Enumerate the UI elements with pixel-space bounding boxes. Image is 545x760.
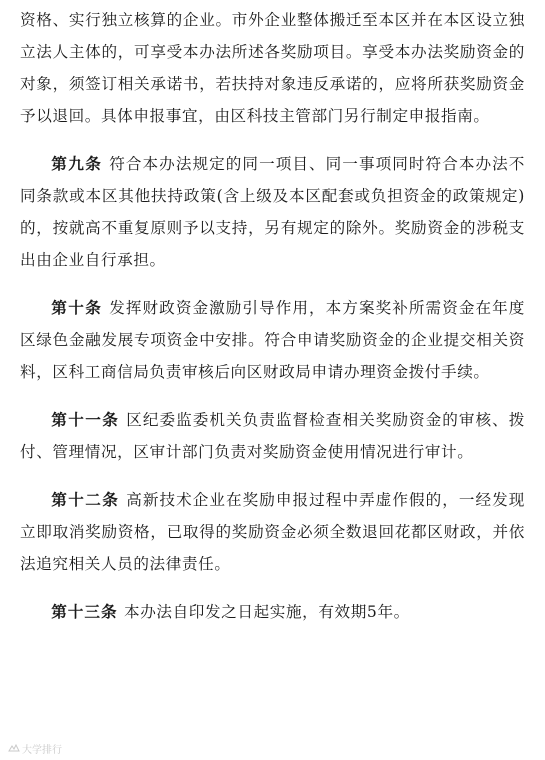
article-12-number: 第十二条 [51, 491, 120, 509]
article-13-text: 本办法自印发之日起实施，有效期5年。 [124, 603, 410, 621]
article-10-number: 第十条 [51, 299, 103, 317]
article-11-number: 第十一条 [51, 411, 120, 429]
article-12-text: 高新技术企业在奖励申报过程中弄虚作假的，一经发现立即取消奖励资格，已取得的奖励资金必须全数退回花都区财政，并依法追究相关人员的法律责任。 [20, 491, 525, 573]
article-11-text: 区纪委监委机关负责监督检查相关奖励资金的审核、拨付、管理情况，区审计部门负责对奖励资金使用情况进行审计。 [20, 411, 525, 461]
article-11 [20, 404, 525, 468]
article-10 [20, 292, 525, 388]
article-9-text: 符合本办法规定的同一项目、同一事项同时符合本办法不同条款或本区其他扶持政策(含上级及本区配套或负担资金的政策规定)的，按就高不重复原则予以支持，另有规定的除外。奖励资金的涉税支出由企业自行承担。 [20, 155, 525, 269]
article-10-text: 发挥财政资金激励引导作用，本方案奖补所需资金在年度区绿色金融发展专项资金中安排。符合申请奖励资金的企业提交相关资料，区科工商信局负责审核后向区财政局申请办理资金拨付手续。 [20, 299, 525, 381]
watermark [8, 741, 62, 756]
intro-paragraph: 资格、实行独立核算的企业。市外企业整体搬迁至本区并在本区设立独立法人主体的，可享受本办法所述各奖励项目。享受本办法奖励资金的对象，须签订相关承诺书，若扶持对象违反承诺的，应将所获奖励资金予以退回。具体申报事宜，由区科技主管部门另行制定申报指南。 [20, 11, 525, 125]
article-9-number: 第九条 [51, 155, 103, 173]
article-13-number: 第十三条 [51, 603, 118, 621]
article-9 [20, 148, 525, 276]
watermark-text: 大学排行 [22, 745, 62, 756]
article-12 [20, 484, 525, 580]
article-13 [20, 596, 525, 628]
watermark-logo-icon [8, 744, 20, 753]
